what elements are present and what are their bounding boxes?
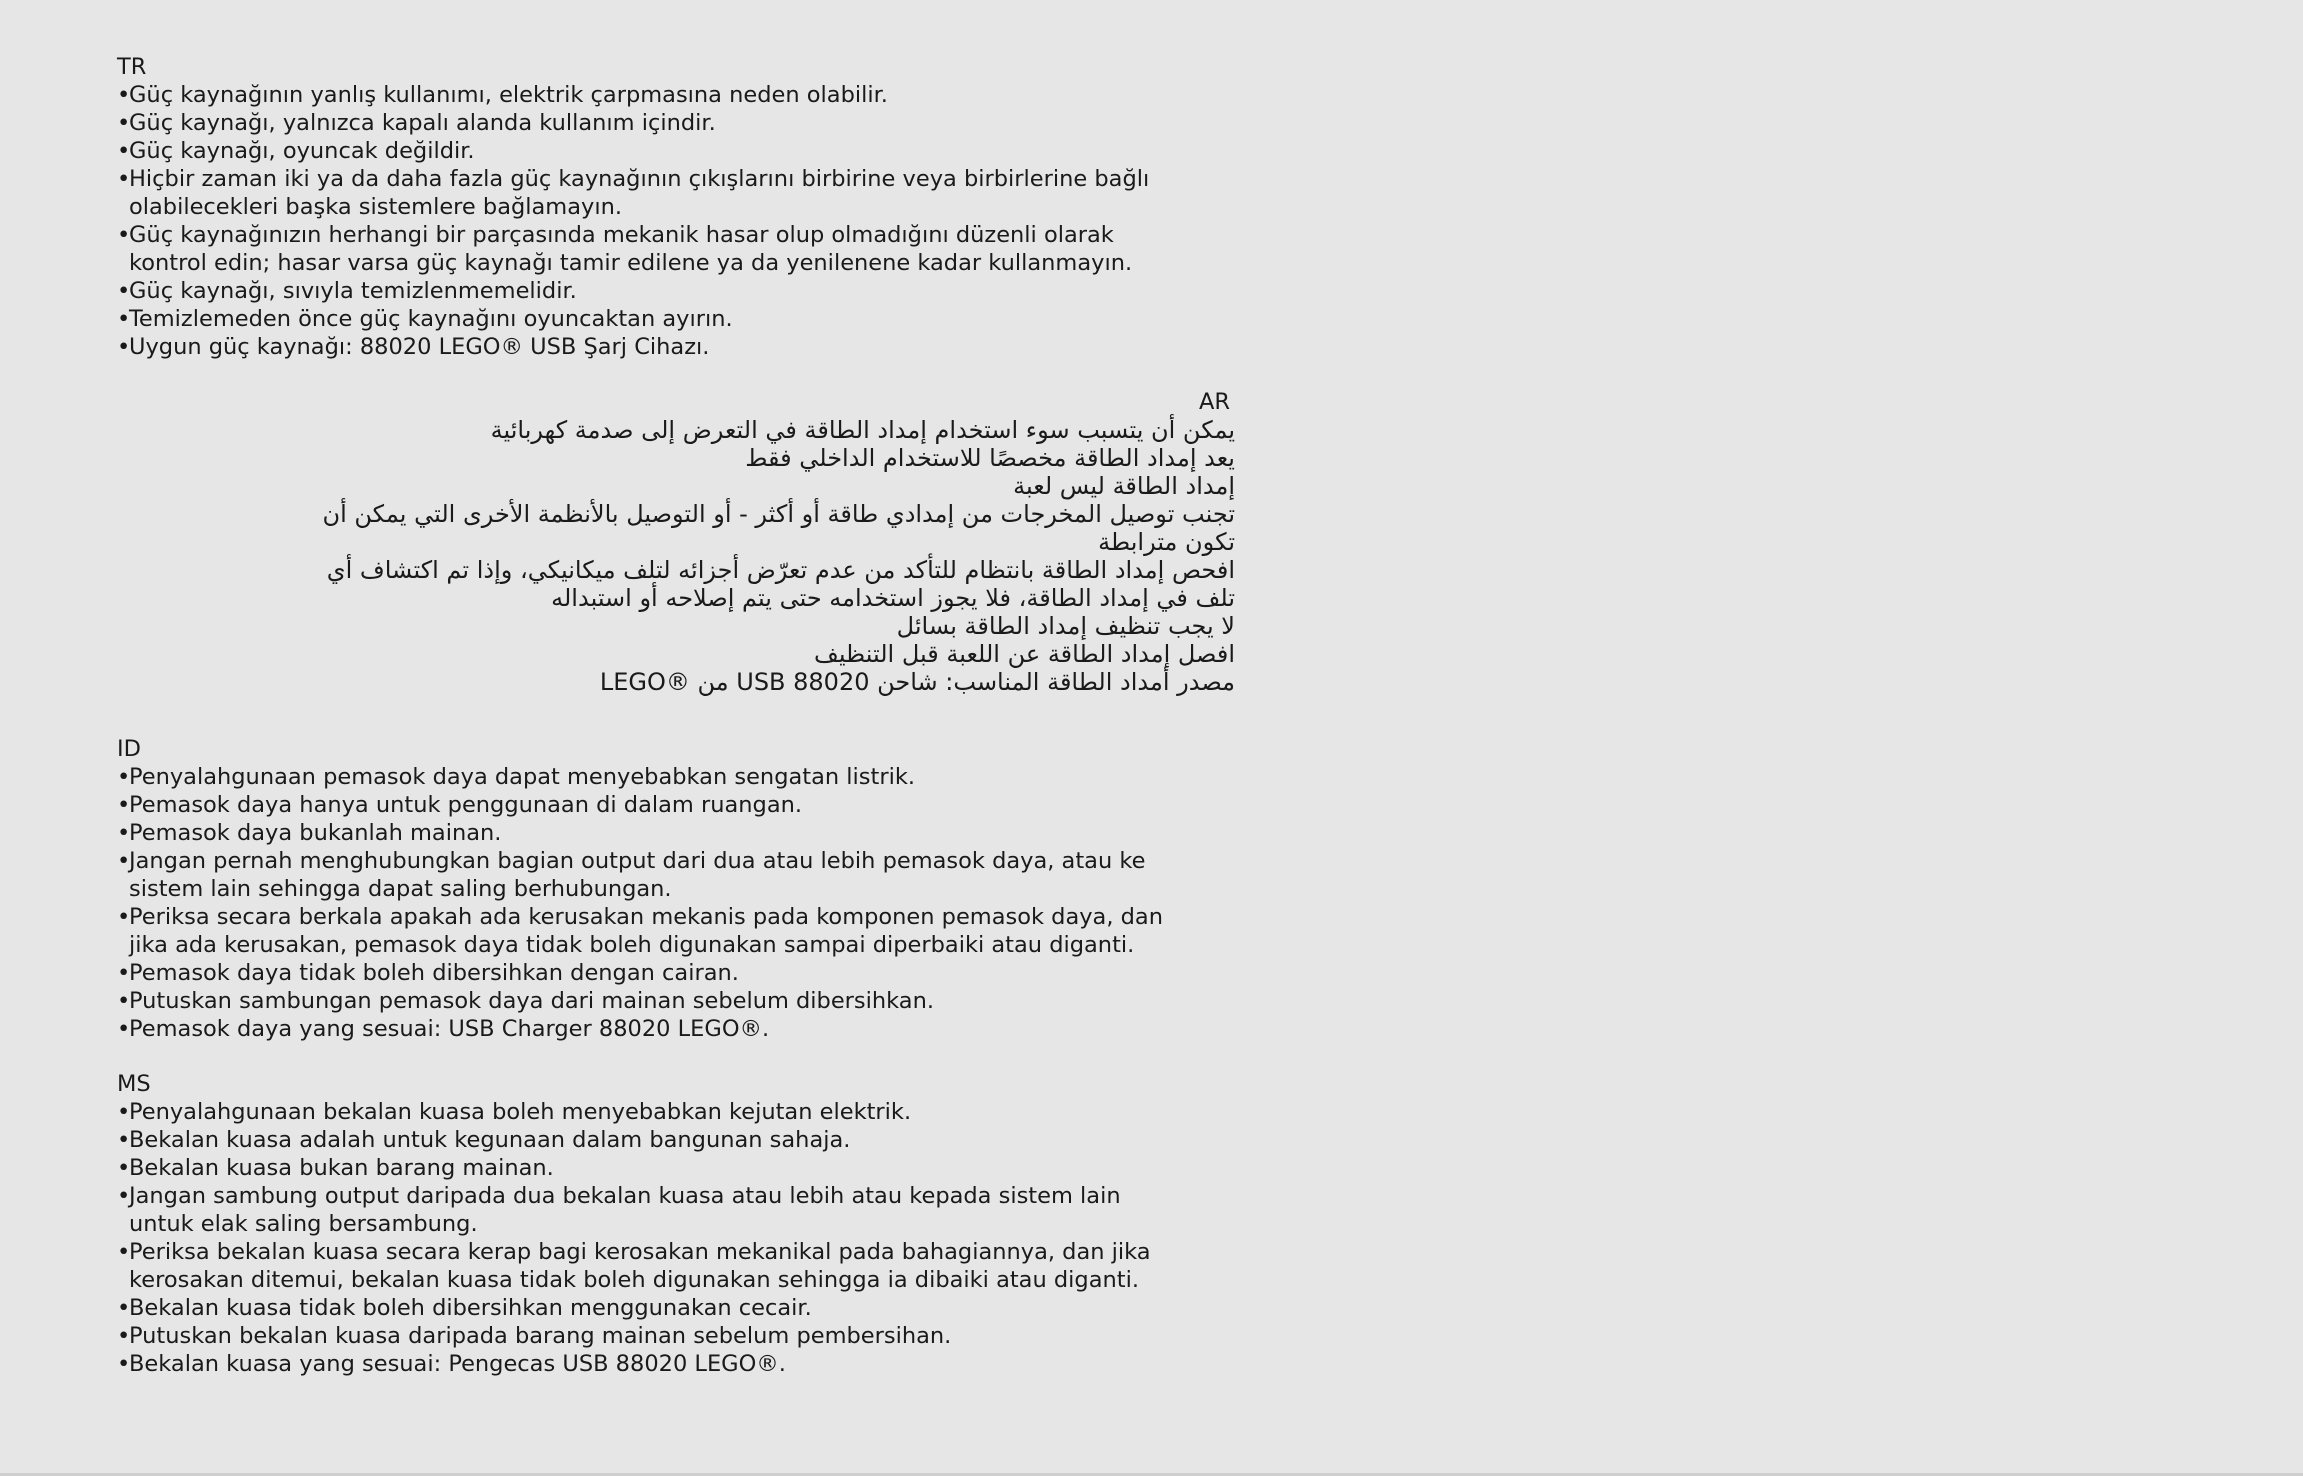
- safety-item: إمداد الطاقة ليس لعبة: [1013, 472, 1235, 500]
- safety-item: افحص إمداد الطاقة بانتظام للتأكد من عدم تعرّض أجزائه لتلف ميكانيكي، وإذا تم اكتشاف أي تلف في إمداد الطاقة، فلا يجوز استخدامه حتى يتم إصلاحه أو استبداله: [326, 556, 1235, 612]
- safety-item: لا يجب تنظيف إمداد الطاقة بسائل: [896, 612, 1235, 640]
- safety-item: • Bekalan kuasa adalah untuk kegunaan dalam bangunan sahaja.: [117, 1127, 851, 1153]
- language-code-ms: MS: [117, 1071, 151, 1097]
- safety-item: • Jangan pernah menghubungkan bagian output dari dua atau lebih pemasok daya, atau ke sistem lain sehingga dapat saling berhubungan.: [117, 848, 1146, 902]
- safety-item: • Güç kaynağı, yalnızca kapalı alanda kullanım içindir.: [117, 110, 716, 136]
- safety-item: • Pemasok daya bukanlah mainan.: [117, 820, 502, 846]
- section-tr: [117, 53, 1235, 361]
- safety-item: • Bekalan kuasa tidak boleh dibersihkan menggunakan cecair.: [117, 1295, 812, 1321]
- safety-item: • Bekalan kuasa yang sesuai: Pengecas USB 88020 LEGO®.: [117, 1351, 786, 1377]
- language-code-ar: AR: [1198, 389, 1230, 415]
- safety-item: • Uygun güç kaynağı: 88020 LEGO® USB Şarj Cihazı.: [117, 334, 710, 360]
- safety-item: • Putuskan sambungan pemasok daya dari mainan sebelum dibersihkan.: [117, 988, 935, 1014]
- section-ms: [117, 1070, 1235, 1378]
- safety-item: • Güç kaynağı, sıvıyla temizlenmemelidir.: [117, 278, 577, 304]
- safety-list-ar: [117, 416, 1235, 696]
- safety-item: يعد إمداد الطاقة مخصصًا للاستخدام الداخلي فقط: [745, 444, 1235, 472]
- safety-item: • Hiçbir zaman iki ya da daha fazla güç kaynağının çıkışlarını birbirine veya birbirlerine bağlı olabilecekleri başka sistemlere bağlamayın.: [117, 166, 1150, 220]
- safety-item: • Güç kaynağınızın herhangi bir parçasında mekanik hasar olup olmadığını düzenli olarak kontrol edin; hasar varsa güç kaynağı tamir edilene ya da yenilenene kadar kullanmayın.: [117, 222, 1133, 276]
- safety-item: • Temizlemeden önce güç kaynağını oyuncaktan ayırın.: [117, 306, 733, 332]
- safety-item: • Penyalahgunaan pemasok daya dapat menyebabkan sengatan listrik.: [117, 764, 916, 790]
- safety-item: • Penyalahgunaan bekalan kuasa boleh menyebabkan kejutan elektrik.: [117, 1099, 912, 1125]
- safety-list-id: [117, 763, 1235, 1043]
- safety-item: • Jangan sambung output daripada dua bekalan kuasa atau lebih atau kepada sistem lain untuk elak saling bersambung.: [117, 1183, 1121, 1237]
- safety-list-tr: [117, 81, 1235, 361]
- safety-item: • Periksa secara berkala apakah ada kerusakan mekanis pada komponen pemasok daya, dan jika ada kerusakan, pemasok daya tidak boleh digunakan sampai diperbaiki atau diganti.: [117, 904, 1163, 958]
- safety-item: يمكن أن يتسبب سوء استخدام إمداد الطاقة في التعرض إلى صدمة كهربائية: [490, 416, 1235, 444]
- safety-item: • Bekalan kuasa bukan barang mainan.: [117, 1155, 554, 1181]
- section-ar: [117, 388, 1235, 696]
- safety-item: تجنب توصيل المخرجات من إمدادي طاقة أو أكثر - أو التوصيل بالأنظمة الأخرى التي يمكن أن تكون مترابطة: [322, 500, 1235, 556]
- safety-item: • Pemasok daya yang sesuai: USB Charger 88020 LEGO®.: [117, 1016, 770, 1042]
- safety-item: • Pemasok daya hanya untuk penggunaan di dalam ruangan.: [117, 792, 803, 818]
- safety-item: • Güç kaynağı, oyuncak değildir.: [117, 138, 475, 164]
- safety-item: • Güç kaynağının yanlış kullanımı, elektrik çarpmasına neden olabilir.: [117, 82, 888, 108]
- safety-item: • Pemasok daya tidak boleh dibersihkan dengan cairan.: [117, 960, 739, 986]
- language-code-id: ID: [117, 736, 141, 762]
- safety-list-ms: [117, 1098, 1235, 1378]
- section-id: [117, 735, 1235, 1043]
- language-code-tr: TR: [117, 54, 147, 80]
- safety-item: افصل إمداد الطاقة عن اللعبة قبل التنظيف: [813, 640, 1235, 668]
- safety-item: • Periksa bekalan kuasa secara kerap bagi kerosakan mekanikal pada bahagiannya, dan jika kerosakan ditemui, bekalan kuasa tidak boleh digunakan sehingga ia dibaiki atau diganti.: [117, 1239, 1151, 1293]
- safety-item: • Putuskan bekalan kuasa daripada barang mainan sebelum pembersihan.: [117, 1323, 952, 1349]
- safety-item: مصدر أمداد الطاقة المناسب: شاحن USB 88020 من ®LEGO: [599, 668, 1235, 696]
